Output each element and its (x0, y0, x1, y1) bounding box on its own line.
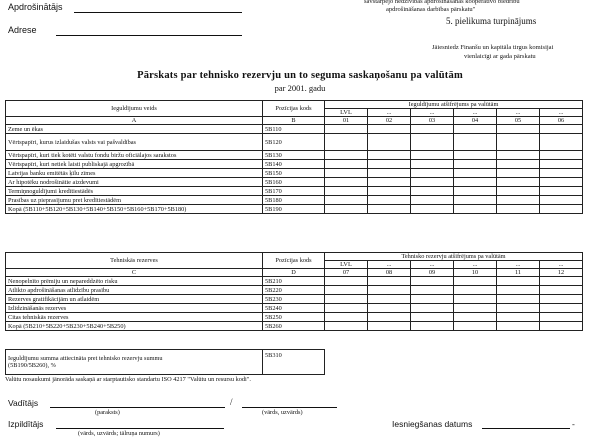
preparer-caption: (vārds, uzvārds; tālruņa numurs) (78, 430, 160, 437)
t2-col-number: 11 (497, 269, 540, 277)
date-field[interactable] (482, 428, 570, 429)
value-cell[interactable] (368, 151, 411, 160)
value-cell[interactable] (497, 178, 540, 187)
row-label: Kopā (5B210+5B220+5B230+5B240+5B250) (6, 322, 263, 331)
value-cell[interactable] (325, 304, 368, 313)
t2-col-number: 07 (325, 269, 368, 277)
value-cell[interactable] (454, 160, 497, 169)
value-cell[interactable] (368, 160, 411, 169)
row-code: 5B240 (263, 304, 325, 313)
value-cell[interactable] (411, 169, 454, 178)
value-cell[interactable] (325, 178, 368, 187)
report-title: Pārskats par tehnisko rezervju un to seguma saskaņošanu pa valūtām (137, 70, 463, 81)
value-cell[interactable] (368, 295, 411, 304)
value-cell[interactable] (454, 169, 497, 178)
preparer-label: Izpildītājs (8, 419, 44, 429)
value-cell[interactable] (411, 322, 454, 331)
t1-col-number: 05 (497, 117, 540, 125)
row-label: Zeme un ēkas (6, 125, 263, 134)
value-cell[interactable] (368, 196, 411, 205)
t2-letter: D (263, 269, 325, 277)
report-period: par 2001. gadu (274, 83, 326, 93)
value-cell[interactable] (411, 205, 454, 214)
value-cell[interactable] (325, 187, 368, 196)
t2-col-number: 12 (540, 269, 583, 277)
value-cell[interactable] (497, 187, 540, 196)
regulation-line-1: savstarpējo nedzīvības apdrošināšanas kooperatīvo biedrību (364, 0, 520, 5)
row-code: 5B190 (263, 205, 325, 214)
value-cell[interactable] (368, 125, 411, 134)
row-code: 5B130 (263, 151, 325, 160)
t2-currency: ... (497, 261, 540, 269)
value-cell[interactable] (540, 151, 583, 160)
value-cell[interactable] (540, 304, 583, 313)
value-cell[interactable] (540, 313, 583, 322)
t2-col-number: 10 (454, 269, 497, 277)
value-cell[interactable] (368, 322, 411, 331)
value-cell[interactable] (497, 322, 540, 331)
row-label: Vērtspapīri, kuri netiek laisti publiskajā apgrozībā (6, 160, 263, 169)
value-cell[interactable] (454, 196, 497, 205)
value-cell[interactable] (325, 295, 368, 304)
row-code: 5B150 (263, 169, 325, 178)
table-row (6, 304, 583, 313)
value-cell[interactable] (325, 169, 368, 178)
signature-caption: (paraksts) (95, 409, 120, 416)
value-cell[interactable] (325, 160, 368, 169)
value-cell[interactable] (454, 205, 497, 214)
t2-col-number: 08 (368, 269, 411, 277)
preparer-field[interactable] (56, 428, 224, 429)
value-cell[interactable] (454, 187, 497, 196)
value-cell[interactable] (368, 313, 411, 322)
value-cell[interactable] (411, 277, 454, 286)
head-signature-field[interactable] (50, 407, 225, 408)
value-cell[interactable] (368, 205, 411, 214)
value-cell[interactable] (540, 178, 583, 187)
table-row (6, 178, 583, 187)
t1-col-number: 01 (325, 117, 368, 125)
value-cell[interactable] (540, 160, 583, 169)
t2-currency: ... (540, 261, 583, 269)
table-row (6, 277, 583, 286)
t2-header-currency-group: Tehnisko rezervju atšifrējums pa valūtām (325, 253, 583, 261)
t2-currency: ... (411, 261, 454, 269)
value-cell[interactable] (454, 322, 497, 331)
value-cell[interactable] (497, 313, 540, 322)
ratio-code: 5B310 (263, 350, 325, 375)
t2-currency: ... (454, 261, 497, 269)
t1-header-type: Ieguldījumu veids (6, 101, 263, 117)
value-cell[interactable] (368, 187, 411, 196)
row-code: 5B180 (263, 196, 325, 205)
row-code: 5B160 (263, 178, 325, 187)
value-cell[interactable] (497, 304, 540, 313)
ratio-label-line-1: Ieguldījumu summa attiecināta pret tehnisko rezervju summu (8, 355, 163, 362)
t1-header-code: Pozīcijas kods (263, 101, 325, 117)
t1-currency: ... (411, 109, 454, 117)
value-cell[interactable] (454, 125, 497, 134)
head-label: Vadītājs (8, 398, 39, 408)
row-label: Latvijas banku emitētās ķīlu zīmes (6, 169, 263, 178)
t1-col-number: 06 (540, 117, 583, 125)
value-cell[interactable] (454, 151, 497, 160)
value-cell[interactable] (325, 277, 368, 286)
value-cell[interactable] (325, 313, 368, 322)
row-label: Nenopelnīto prēmiju un nepareddzēto risku (6, 277, 263, 286)
value-cell[interactable] (454, 295, 497, 304)
table-row (6, 187, 583, 196)
t2-currency: ... (368, 261, 411, 269)
row-code: 5B220 (263, 286, 325, 295)
head-name-caption: (vārds, uzvārds) (262, 409, 303, 416)
value-cell[interactable] (411, 313, 454, 322)
row-label: Citas tehniskās rezerves (6, 313, 263, 322)
t2-header-code: Pozīcijas kods (263, 253, 325, 269)
insurer-label: Apdrošinātājs (8, 2, 63, 12)
value-cell[interactable] (368, 169, 411, 178)
row-label: Ar hipotēku nodrošinātie aizdevumi (6, 178, 263, 187)
value-cell[interactable] (497, 169, 540, 178)
value-cell[interactable] (411, 134, 454, 151)
value-cell[interactable] (325, 125, 368, 134)
value-cell[interactable] (454, 178, 497, 187)
t1-currency: ... (497, 109, 540, 117)
value-cell[interactable] (411, 286, 454, 295)
value-cell[interactable] (540, 295, 583, 304)
row-code: 5B120 (263, 134, 325, 151)
table-row (6, 169, 583, 178)
value-cell[interactable] (497, 134, 540, 151)
row-code: 5B210 (263, 277, 325, 286)
value-cell[interactable] (325, 134, 368, 151)
row-label: Vērtspapīri, kurus izlaidušas valsts vai pašvaldības (6, 134, 263, 151)
row-label: Rezerves gratifikācijām un atlaidēm (6, 295, 263, 304)
value-cell[interactable] (411, 295, 454, 304)
value-cell[interactable] (411, 304, 454, 313)
table-row (6, 286, 583, 295)
value-cell[interactable] (454, 134, 497, 151)
value-cell[interactable] (497, 295, 540, 304)
value-cell[interactable] (368, 277, 411, 286)
value-cell[interactable] (325, 205, 368, 214)
date-dash: - (572, 419, 575, 429)
value-cell[interactable] (411, 151, 454, 160)
value-cell[interactable] (325, 196, 368, 205)
t1-header-currency-group: Ieguldījumu atšifrējums pa valūtām (325, 101, 583, 109)
table-row (6, 313, 583, 322)
t2-currency: LVL (325, 261, 368, 269)
table-row (6, 134, 583, 151)
table-row-total (6, 205, 583, 214)
table-row (6, 350, 325, 375)
value-cell[interactable] (540, 187, 583, 196)
table-row-total (6, 322, 583, 331)
value-cell[interactable] (411, 187, 454, 196)
row-code: 5B110 (263, 125, 325, 134)
row-label: Izlīdzināšanās rezerves (6, 304, 263, 313)
t1-currency: ... (368, 109, 411, 117)
address-field[interactable] (56, 35, 242, 36)
value-cell[interactable] (368, 304, 411, 313)
value-cell[interactable] (540, 286, 583, 295)
row-code: 5B230 (263, 295, 325, 304)
value-cell[interactable] (411, 196, 454, 205)
table-row (6, 196, 583, 205)
value-cell[interactable] (454, 277, 497, 286)
t1-letter: B (263, 117, 325, 125)
date-label: Iesniegšanas datums (392, 419, 473, 429)
address-label: Adrese (8, 25, 37, 35)
t2-col-number: 09 (411, 269, 454, 277)
submit-line-1: Jāiesniedz Finanšu un kapitāla tirgus komisijai (432, 44, 554, 51)
table-row (6, 151, 583, 160)
row-label: Termiņnoguldījumi kredītiestādēs (6, 187, 263, 196)
row-code: 5B170 (263, 187, 325, 196)
insurer-field[interactable] (74, 12, 242, 13)
technical-reserves-table (5, 252, 583, 331)
t1-col-number: 04 (454, 117, 497, 125)
value-cell[interactable] (454, 304, 497, 313)
t1-letter: A (6, 117, 263, 125)
value-cell[interactable] (411, 160, 454, 169)
t1-col-number: 03 (411, 117, 454, 125)
value-cell[interactable] (497, 286, 540, 295)
investments-table (5, 100, 583, 214)
value-cell[interactable] (325, 322, 368, 331)
value-cell[interactable] (540, 134, 583, 151)
ratio-label-line-2: (5B190/5B260), % (8, 362, 56, 369)
table-row (6, 125, 583, 134)
row-code: 5B260 (263, 322, 325, 331)
value-cell[interactable] (325, 286, 368, 295)
value-cell[interactable] (540, 277, 583, 286)
value-cell[interactable] (497, 125, 540, 134)
value-cell[interactable] (497, 160, 540, 169)
value-cell[interactable] (454, 286, 497, 295)
row-code: 5B250 (263, 313, 325, 322)
value-cell[interactable] (325, 151, 368, 160)
value-cell[interactable] (411, 178, 454, 187)
value-cell[interactable] (497, 277, 540, 286)
table-row (6, 160, 583, 169)
value-cell[interactable] (497, 205, 540, 214)
row-label: Kopā (5B110+5B120+5B130+5B140+5B150+5B160+5B170+5B180) (6, 205, 263, 214)
value-cell[interactable] (540, 205, 583, 214)
value-cell[interactable] (368, 134, 411, 151)
t1-currency: ... (454, 109, 497, 117)
t1-currency: ... (540, 109, 583, 117)
table-row (6, 295, 583, 304)
row-label: Vērtspapīri, kuri tiek kotēti valstu fondu biržu oficiālajos sarakstos (6, 151, 263, 160)
t1-currency: LVL (325, 109, 368, 117)
row-label: Atlikto apdrošināšanas atlīdzību prasību (6, 286, 263, 295)
value-cell[interactable] (411, 125, 454, 134)
value-cell[interactable] (540, 322, 583, 331)
value-cell[interactable] (540, 169, 583, 178)
row-label: Prasības uz pieprasījumu pret kredītiestādēm (6, 196, 263, 205)
t2-letter: C (6, 269, 263, 277)
value-cell[interactable] (540, 125, 583, 134)
t1-col-number: 02 (368, 117, 411, 125)
regulation-line-2: apdrošināšanas darbības pārskatu" (386, 6, 476, 13)
row-code: 5B140 (263, 160, 325, 169)
signature-slash: / (230, 397, 233, 407)
ratio-table (5, 349, 325, 375)
value-cell[interactable] (497, 151, 540, 160)
value-cell[interactable] (540, 196, 583, 205)
value-cell[interactable] (454, 313, 497, 322)
footnote: Valūtu nosaukumi jānorāda saskaņā ar starptautisko standartu ISO 4217 "Valūtu un resursu kodi". (5, 376, 251, 383)
value-cell[interactable] (368, 178, 411, 187)
value-cell[interactable] (368, 286, 411, 295)
appendix-label: 5. pielikuma turpinājums (446, 16, 537, 26)
value-cell[interactable] (497, 196, 540, 205)
head-name-field[interactable] (242, 407, 337, 408)
submit-line-2: vienlaicīgi ar gada pārskatu (464, 53, 536, 60)
ratio-label (6, 350, 263, 375)
t2-header-type: Tehniskās rezerves (6, 253, 263, 269)
